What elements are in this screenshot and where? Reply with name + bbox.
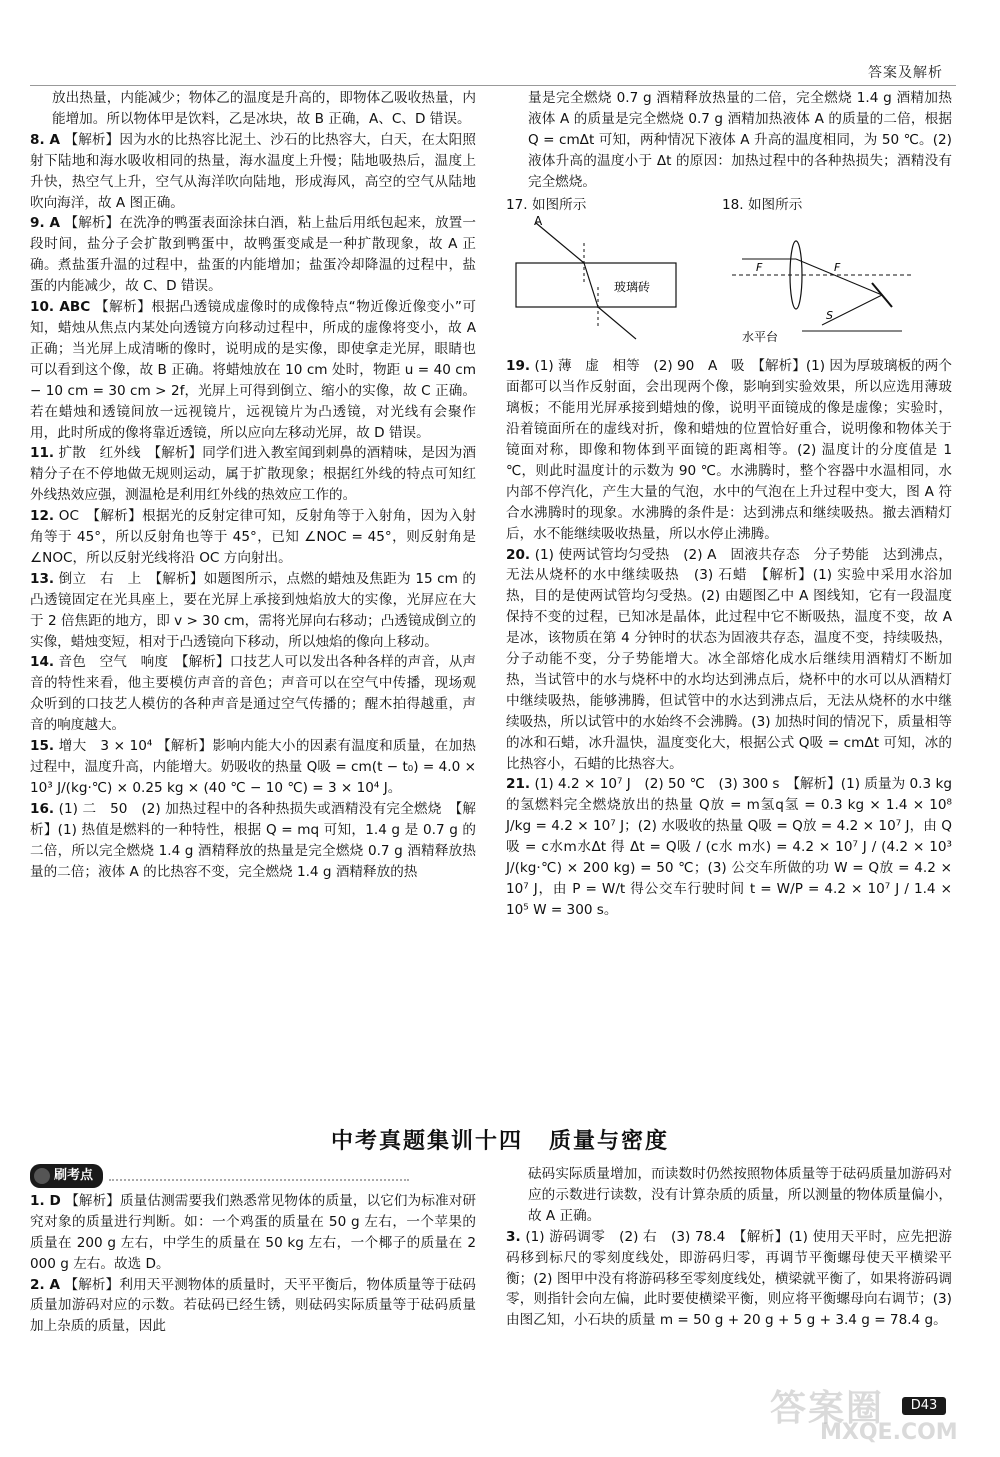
figure-18	[722, 195, 922, 353]
left-column-2	[30, 1164, 476, 1337]
page-header: 答案及解析	[868, 65, 943, 81]
answer-item-21: 21. (1) 4.2 × 10⁷ J (2) 50 ℃ (3) 300 s 【解析】(1) 质量为 0.3 kg 的氢燃料完全燃烧放出的热量 Q放 = m氢q氢 = 0.3 kg × 1.4 × 10⁸ J/kg = 4.2 × 10⁷ J；(2) 水吸收的热量 Q吸 = Q放 = 4.2 × 10⁷ J，由 Q吸 = c水m水Δt 得 Δt = Q吸 / (c水 m水) = 4.2 × 10⁷ J / (4.2 × 10³ J/(kg·℃) × 200 kg) = 50 ℃；(3) 公交车所做的功 W = Q放 = 4.2 × 10⁷ J，由 P = W/t 得公交车行驶时间 t = W/P = 4.2 × 10⁷ J / 1.4 × 10⁵ W = 300 s。	[506, 776, 952, 918]
answer-item-16: 16. (1) 二 50 (2) 加热过程中的各种热损失或酒精没有完全燃烧 【解析】(1) 热值是燃料的一种特性，根据 Q = mq 可知，1.4 g 是 0.7 g 的二倍，所以完全燃烧 1.4 g 酒精释放的热量是完全燃烧 0.7 g 酒精释放热量的二倍；液体 A 的比热容不变，完全燃烧 1.4 g 酒精释放的热	[30, 800, 476, 880]
ray-label-a: A	[534, 215, 543, 229]
answer-item: 砝码实际质量增加，而读数时仍然按照物体质量等于砝码质量加游码对应的示数进行读数，没有计算杂质的质量，所以测量的物体质量偏小，故 A 正确。	[528, 1166, 952, 1224]
answer-item-13: 13. 倒立 右 上 【解析】如题图所示，点燃的蜡烛及焦距为 15 cm 的凸透镜固定在光具座上，要在光屏上承接到烛焰放大的实像，光屏应在大于 2 倍焦距的地方，即 v > 30 cm，需将光屏向右移动；凸透镜成倒立的实像，蜡烛变短，相对于凸透镜向下移动，所以烛焰的像向上移动。	[30, 570, 476, 650]
refraction-diagram	[506, 215, 686, 345]
answer-item-14: 14. 音色 空气 响度 【解析】口技艺人可以发出各种各样的声音，从声音的特性来看，他主要模仿声音的音色；声音可以在空气中传播，现场观众听到的口技艺人模仿的各种声音是通过空气传播的；醒木拍得越重，声音的响度越大。	[30, 654, 476, 734]
header-rule	[30, 85, 956, 86]
right-column-2	[506, 1164, 952, 1331]
answer-item-9: 9. A 【解析】在洗净的鸭蛋表面涂抹白酒，粘上盐后用纸包起来，放置一段时间，盐分子会扩散到鸭蛋中，故鸭蛋变咸是一种扩散现象，故 A 正确。煮盐蛋升温的过程中，盐蛋的内能增加；盐蛋冷却降温的过程中，盐蛋的内能减少，故 C、D 错误。	[30, 215, 476, 295]
practice-badge: 刷考点	[30, 1164, 103, 1188]
answer-item-3: 3. (1) 游码调零 (2) 右 (3) 78.4 【解析】(1) 使用天平时，应先把游码移到标尺的零刻度线处，即游码归零，再调节平衡螺母使天平横梁平衡；(2) 图甲中没有将游码移至零刻度线处，横梁就平衡了，如果将游码调零，则指针会向左偏，此时要使横梁平衡，则应将平衡螺母向右调节；(3) 由图乙知，小石块的质量 m = 50 g + 20 g + 5 g + 3.4 g = 78.4 g。	[506, 1228, 952, 1329]
watermark-url: MXQE.COM	[820, 1420, 958, 1445]
focal-point-left: F	[756, 261, 763, 275]
answer-item-2: 2. A 【解析】利用天平测物体的质量时，天平平衡后，物体质量等于砝码质量加游码对应的示数。若砝码已经生锈，则砝码实际质量等于砝码质量加上杂质的质量，因此	[30, 1276, 476, 1335]
glass-label: 玻璃砖	[614, 280, 651, 295]
badge-row	[30, 1164, 476, 1191]
figure-17	[506, 195, 686, 353]
section-title-main: 中考真题集训十四	[330, 1129, 523, 1154]
watermark: 答案圈	[770, 1388, 885, 1429]
figure-row	[506, 195, 952, 353]
right-column	[506, 88, 952, 921]
dotted-divider	[109, 1179, 409, 1181]
section-title	[0, 1124, 1000, 1155]
figure-18-label: 18. 如图所示	[722, 196, 803, 213]
answer-item-19: 19. (1) 薄 虚 相等 (2) 90 A 吸 【解析】(1) 因为厚玻璃板的两个面都可以当作反射面，会出现两个像，影响到实验效果，所以应选用薄玻璃板；不能用光屏承接到蜡烛的像，说明平面镜成的像是虚像；实验时，沿着镜面所在的虚线对折，像和蜡烛的位置恰好重合，说明像和物体关于镜面对称，即像和物体到平面镜的距离相等。(2) 温度计的分度值是 1 ℃，则此时温度计的示数为 90 ℃。水沸腾时，整个容器中水温相同，水内部不停汽化，产生大量的气泡，水中的气泡在上升过程中变大，图 A 符合水沸腾时的现象。水沸腾的条件是：达到沸点和继续吸热。撤去酒精灯后，水不能继续吸收热量，所以水停止沸腾。	[506, 358, 952, 542]
lens-diagram	[722, 215, 922, 345]
focal-point-right: F	[834, 261, 841, 275]
pencil-icon	[34, 1168, 50, 1184]
answer-item-12: 12. OC 【解析】根据光的反射定律可知，反射角等于入射角，因为入射角等于 45°，所以反射角也等于 45°，已知 ∠NOC = 45°，则反射角是 ∠NOC，所以反射光线将沿 OC 方向射出。	[30, 508, 476, 566]
page-number: D43	[902, 1397, 946, 1415]
answer-item-11: 11. 扩散 红外线 【解析】同学们进入教室闻到刺鼻的酒精味，是因为酒精分子在不停地做无规则运动，属于扩散现象；根据红外线的特点可知红外线热效应强，测温枪是利用红外线的热效应工作的。	[30, 445, 476, 504]
answer-item-10: 10. ABC 【解析】根据凸透镜成虚像时的成像特点“物近像近像变小”可知，蜡烛从焦点内某处向透镜方向移动过程中，所成的虚像将变小，故 A 正确；当光屏上成清晰的像时，说明成的是实像，即使拿走光屏，眼睛也可以看到这个像，故 B 正确。将蜡烛放在 10 cm 处时，物距 u = 40 cm − 10 cm = 30 cm > 2f，光屏上可得到倒立、缩小的实像，故 C 正确。若在蜡烛和透镜间放一远视镜片，远视镜片为凸透镜，对光线有会聚作用，此时所成的像将靠近透镜，所以应向左移动光屏，故 D 错误。	[30, 299, 476, 441]
answer-item: 放出热量，内能减少；物体乙的温度是升高的，即物体乙吸收热量，内能增加。所以物体甲是饮料，乙是冰块，故 B 正确，A、C、D 错误。	[52, 90, 476, 127]
level-table-label: 水平台	[742, 330, 779, 345]
answer-item-1: 1. D 【解析】质量估测需要我们熟悉常见物体的质量，以它们为标准对研究对象的质量进行判断。如：一个鸡蛋的质量在 50 g 左右，一个苹果的质量在 200 g 左右，中学生的质量在 50 kg 左右，一个椰子的质量在 2 000 g 左右。故选 D。	[30, 1192, 477, 1272]
answer-item-8: 8. A 【解析】因为水的比热容比泥土、沙石的比热容大，白天，在太阳照射下陆地和海水吸收相同的热量，海水温度上升慢；陆地吸热后，温度上升快，热空气上升，空气从海洋吹向陆地，形成海风，高空的空气从陆地吹向海洋，故 A 图正确。	[30, 131, 476, 211]
answer-item-20: 20. (1) 使两试管均匀受热 (2) A 固液共存态 分子势能 达到沸点，无法从烧杯的水中继续吸热 (3) 石蜡 【解析】(1) 实验中采用水浴加热，目的是使两试管均匀受热。(2) 由题图乙中 A 图线知，它有一段温度保持不变的过程，已知冰是晶体，此过程中它不断吸热，温度不变，故 A 是冰，该物质在第 4 分钟时的状态为固液共存态，温度不变，持续吸热，分子动能不变，分子势能增大。冰全部熔化成水后继续用酒精灯不断加热，当试管中的水与烧杯中的水均达到沸点后，烧杯中的水可以从酒精灯中继续吸热，能够沸腾，但试管中的水达到沸点后，无法从烧杯的水中继续吸热，所以试管中的水始终不会沸腾。(3) 加热时间的情况下，质量相等的冰和石蜡，冰升温快，温度变化大，根据公式 Q吸 = cmΔt 可知，冰的比热容小，石蜡的比热容大。	[506, 546, 952, 772]
answer-item-15: 15. 增大 3 × 10⁴ 【解析】影响内能大小的因素有温度和质量，在加热过程中，温度升高，内能增大。奶吸收的热量 Q吸 = cm(t − t₀) = 4.0 × 10³ J/(kg·℃) × 0.25 kg × (40 ℃ − 10 ℃) = 3 × 10⁴ J。	[30, 738, 477, 796]
point-s: S	[826, 309, 833, 323]
figure-17-label: 17. 如图所示	[506, 196, 587, 213]
answer-item: 量是完全燃烧 0.7 g 酒精释放热量的二倍，完全燃烧 1.4 g 酒精加热液体 A 的质量是完全燃烧 0.7 g 酒精加热液体 A 的质量的二倍，根据 Q = cmΔt 可知，两种情况下液体 A 升高的温度相同，为 50 ℃。(2) 液体升高的温度小于 Δt 的原因：加热过程中的各种热损失；酒精没有完全燃烧。	[528, 90, 952, 190]
left-column	[30, 88, 476, 882]
section-subtitle: 质量与密度	[549, 1129, 670, 1154]
